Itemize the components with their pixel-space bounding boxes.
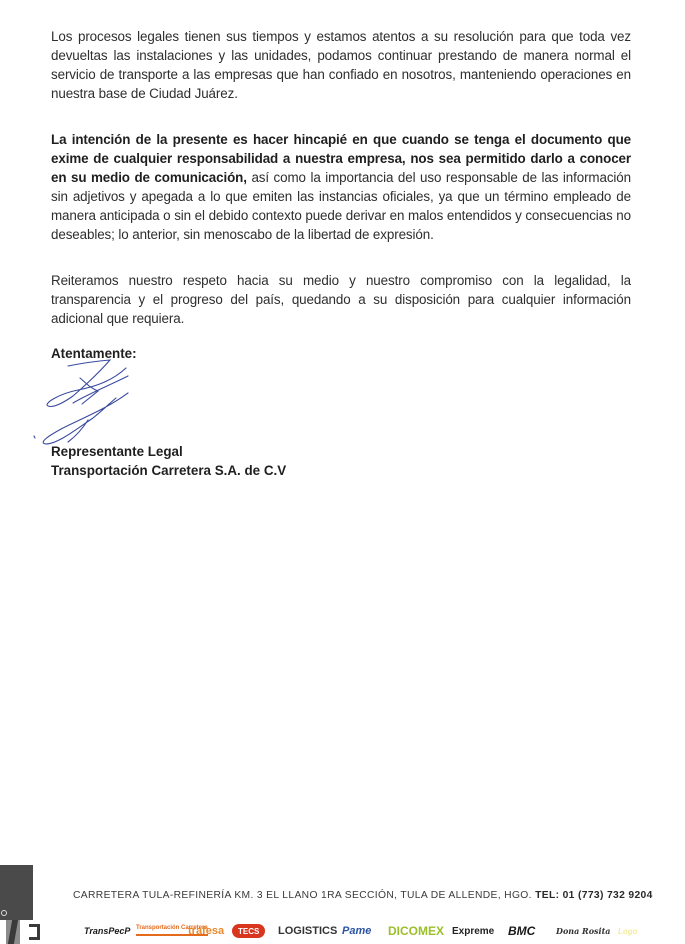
- logo-label: Logo: [618, 926, 638, 936]
- footer-logo-strip: [80, 922, 680, 942]
- logo-label: Dona Rosita: [556, 926, 611, 936]
- logo-dicomex: [388, 922, 444, 940]
- signatory-company: Transportación Carretera S.A. de C.V: [51, 463, 287, 478]
- footer-brand-letters: [0, 920, 40, 944]
- footer-dot-icon: [1, 910, 7, 916]
- footer-telephone: TEL: 01 (773) 732 9204: [535, 890, 653, 901]
- logo-logistics: [278, 922, 337, 940]
- paragraph-intention-rest: así como la importancia del uso responsable de las información sin adjetivos y apegada a lo que emiten las instancias oficiales, ya que un término empleado de manera anticipada o sin el debido contexto puede derivar en malos entendidos y consecuencias no deseables; lo anterior, sin menoscabo de la libertad de expresión.: [51, 170, 632, 242]
- paragraph-intention: [51, 130, 631, 244]
- closing-salutation: Atentamente:: [51, 346, 137, 361]
- signatory-block: [51, 442, 286, 480]
- logo-label: DICOMEX: [388, 924, 445, 938]
- footer-address: [73, 890, 653, 901]
- logo-bmc: [508, 922, 535, 940]
- logo-transpecp: [84, 922, 130, 940]
- logo-label: TECS: [238, 926, 260, 936]
- logo-label: Pame: [342, 925, 372, 937]
- signatory-title: Representante Legal: [51, 444, 183, 459]
- footer-address-text: CARRETERA TULA-REFINERÍA KM. 3 EL LLANO 1RA SECCIÓN, TULA DE ALLENDE, HGO.: [73, 890, 532, 901]
- logo-expreme: [452, 922, 494, 940]
- logo-trafesa: [188, 922, 224, 940]
- logo-label: Expreme: [452, 925, 495, 937]
- logo-label: TransPecP: [84, 926, 131, 936]
- logo-faded: [618, 922, 638, 940]
- logo-label: Transportación Carretera: [136, 925, 208, 931]
- logo-pame: [342, 922, 371, 940]
- logo-label: trafesa: [188, 925, 225, 937]
- paragraph-respect: Reiteramos nuestro respeto hacia su medio y nuestro compromiso con la legalidad, la transparencia y el progreso del país, quedando a su disposición para cualquier información adicional que requiera.: [51, 273, 631, 326]
- paragraph-legal-process: Los procesos legales tienen sus tiempos y estamos atentos a su resolución para que toda vez devueltas las instalaciones y las unidades, podamos continuar prestando de manera normal el servicio de transporte a las empresas que han confiado en nosotros, manteniendo operaciones en nuestra base de Ciudad Juárez.: [51, 29, 631, 101]
- brand-letter-e-icon: [29, 924, 40, 940]
- logo-label: BMC: [508, 924, 536, 938]
- paragraph-intention-bold: La intención de la presente es hacer hincapié en que cuando se tenga el documento que exime de cualquier responsabilidad a nuestra empresa, nos sea permitido darlo a conocer en su medio de comunicación,: [51, 132, 631, 185]
- signature-stroke: [34, 436, 35, 438]
- handwritten-signature: [28, 358, 158, 453]
- logo-tecs: [232, 924, 265, 938]
- logo-dona-rosita: [556, 922, 610, 940]
- footer-brand-block: [0, 865, 33, 920]
- logo-label: LOGISTICS: [278, 925, 338, 937]
